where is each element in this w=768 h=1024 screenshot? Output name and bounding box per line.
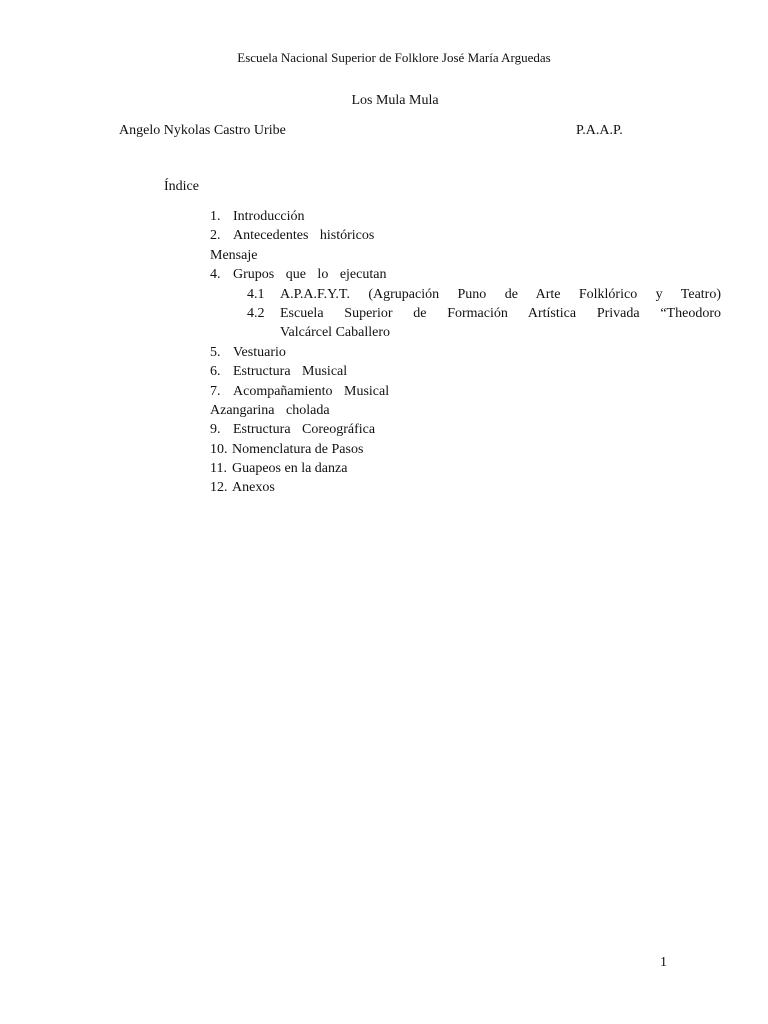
toc-item-text: Mensaje [210,247,258,263]
toc-item-text: Anexos [232,480,275,496]
toc-item-nomenclatura [210,440,721,459]
toc-subitem-text: A.P.A.F.Y.T. (Agrupación Puno de Arte Folklórico y Teatro) [280,286,721,302]
toc-item-number: 9. [210,422,221,438]
toc-item-number: 5. [210,344,221,360]
toc-item-number: 4. [210,267,221,283]
toc-item-text: Guapeos en la danza [232,461,348,477]
toc-subitem-apafyt [210,285,721,304]
table-of-contents [210,207,721,498]
toc-item-mensaje [210,246,721,265]
toc-item-estructura-musical [210,362,721,381]
toc-item-guapeos [210,459,721,478]
toc-subitem-text: Escuela Superior de Formación Artística Privada “Theodoro [280,305,721,321]
toc-item-introduccion [210,207,721,226]
toc-item-text: Grupos que lo ejecutan [233,267,387,283]
toc-item-number: 7. [210,383,221,399]
school-name: Escuela Nacional Superior de Folklore José María Arguedas [237,50,551,65]
toc-item-number: 10. [210,441,228,457]
toc-item-text: Nomenclatura de Pasos [232,441,364,457]
document-title: Los Mula Mula [351,93,439,108]
toc-item-text: Azangarina cholada [210,402,330,418]
toc-item-number: 11. [210,461,227,477]
toc-item-grupos [210,265,721,284]
program-name: P.A.A.P. [576,123,623,138]
toc-item-number: 1. [210,209,221,224]
toc-item-text: Acompañamiento Musical [233,383,390,399]
toc-subitem-number: 4.1 [247,286,265,302]
page-number: 1 [660,955,667,970]
toc-item-anexos [210,478,721,497]
toc-item-text: Introducción [233,209,305,224]
toc-item-estructura-coreografica [210,420,721,439]
index-heading: Índice [164,179,199,194]
toc-item-number: 12. [210,480,228,496]
toc-item-text: Estructura Musical [233,364,348,380]
toc-subitem-escuela-superior [210,304,721,323]
toc-subitem-number: 4.2 [247,305,265,321]
author-name: Angelo Nykolas Castro Uribe [119,123,286,138]
toc-subitem-continuation: Valcárcel Caballero [280,325,390,341]
toc-item-text: Estructura Coreográfica [233,422,376,438]
toc-item-vestuario [210,343,721,362]
toc-item-text: Vestuario [233,344,286,360]
toc-item-acompanamiento [210,382,721,401]
toc-item-azangarina [210,401,721,420]
toc-item-number: 6. [210,364,221,380]
toc-item-text: Antecedentes históricos [233,228,375,244]
toc-item-number: 2. [210,228,221,244]
toc-item-antecedentes [210,226,721,245]
